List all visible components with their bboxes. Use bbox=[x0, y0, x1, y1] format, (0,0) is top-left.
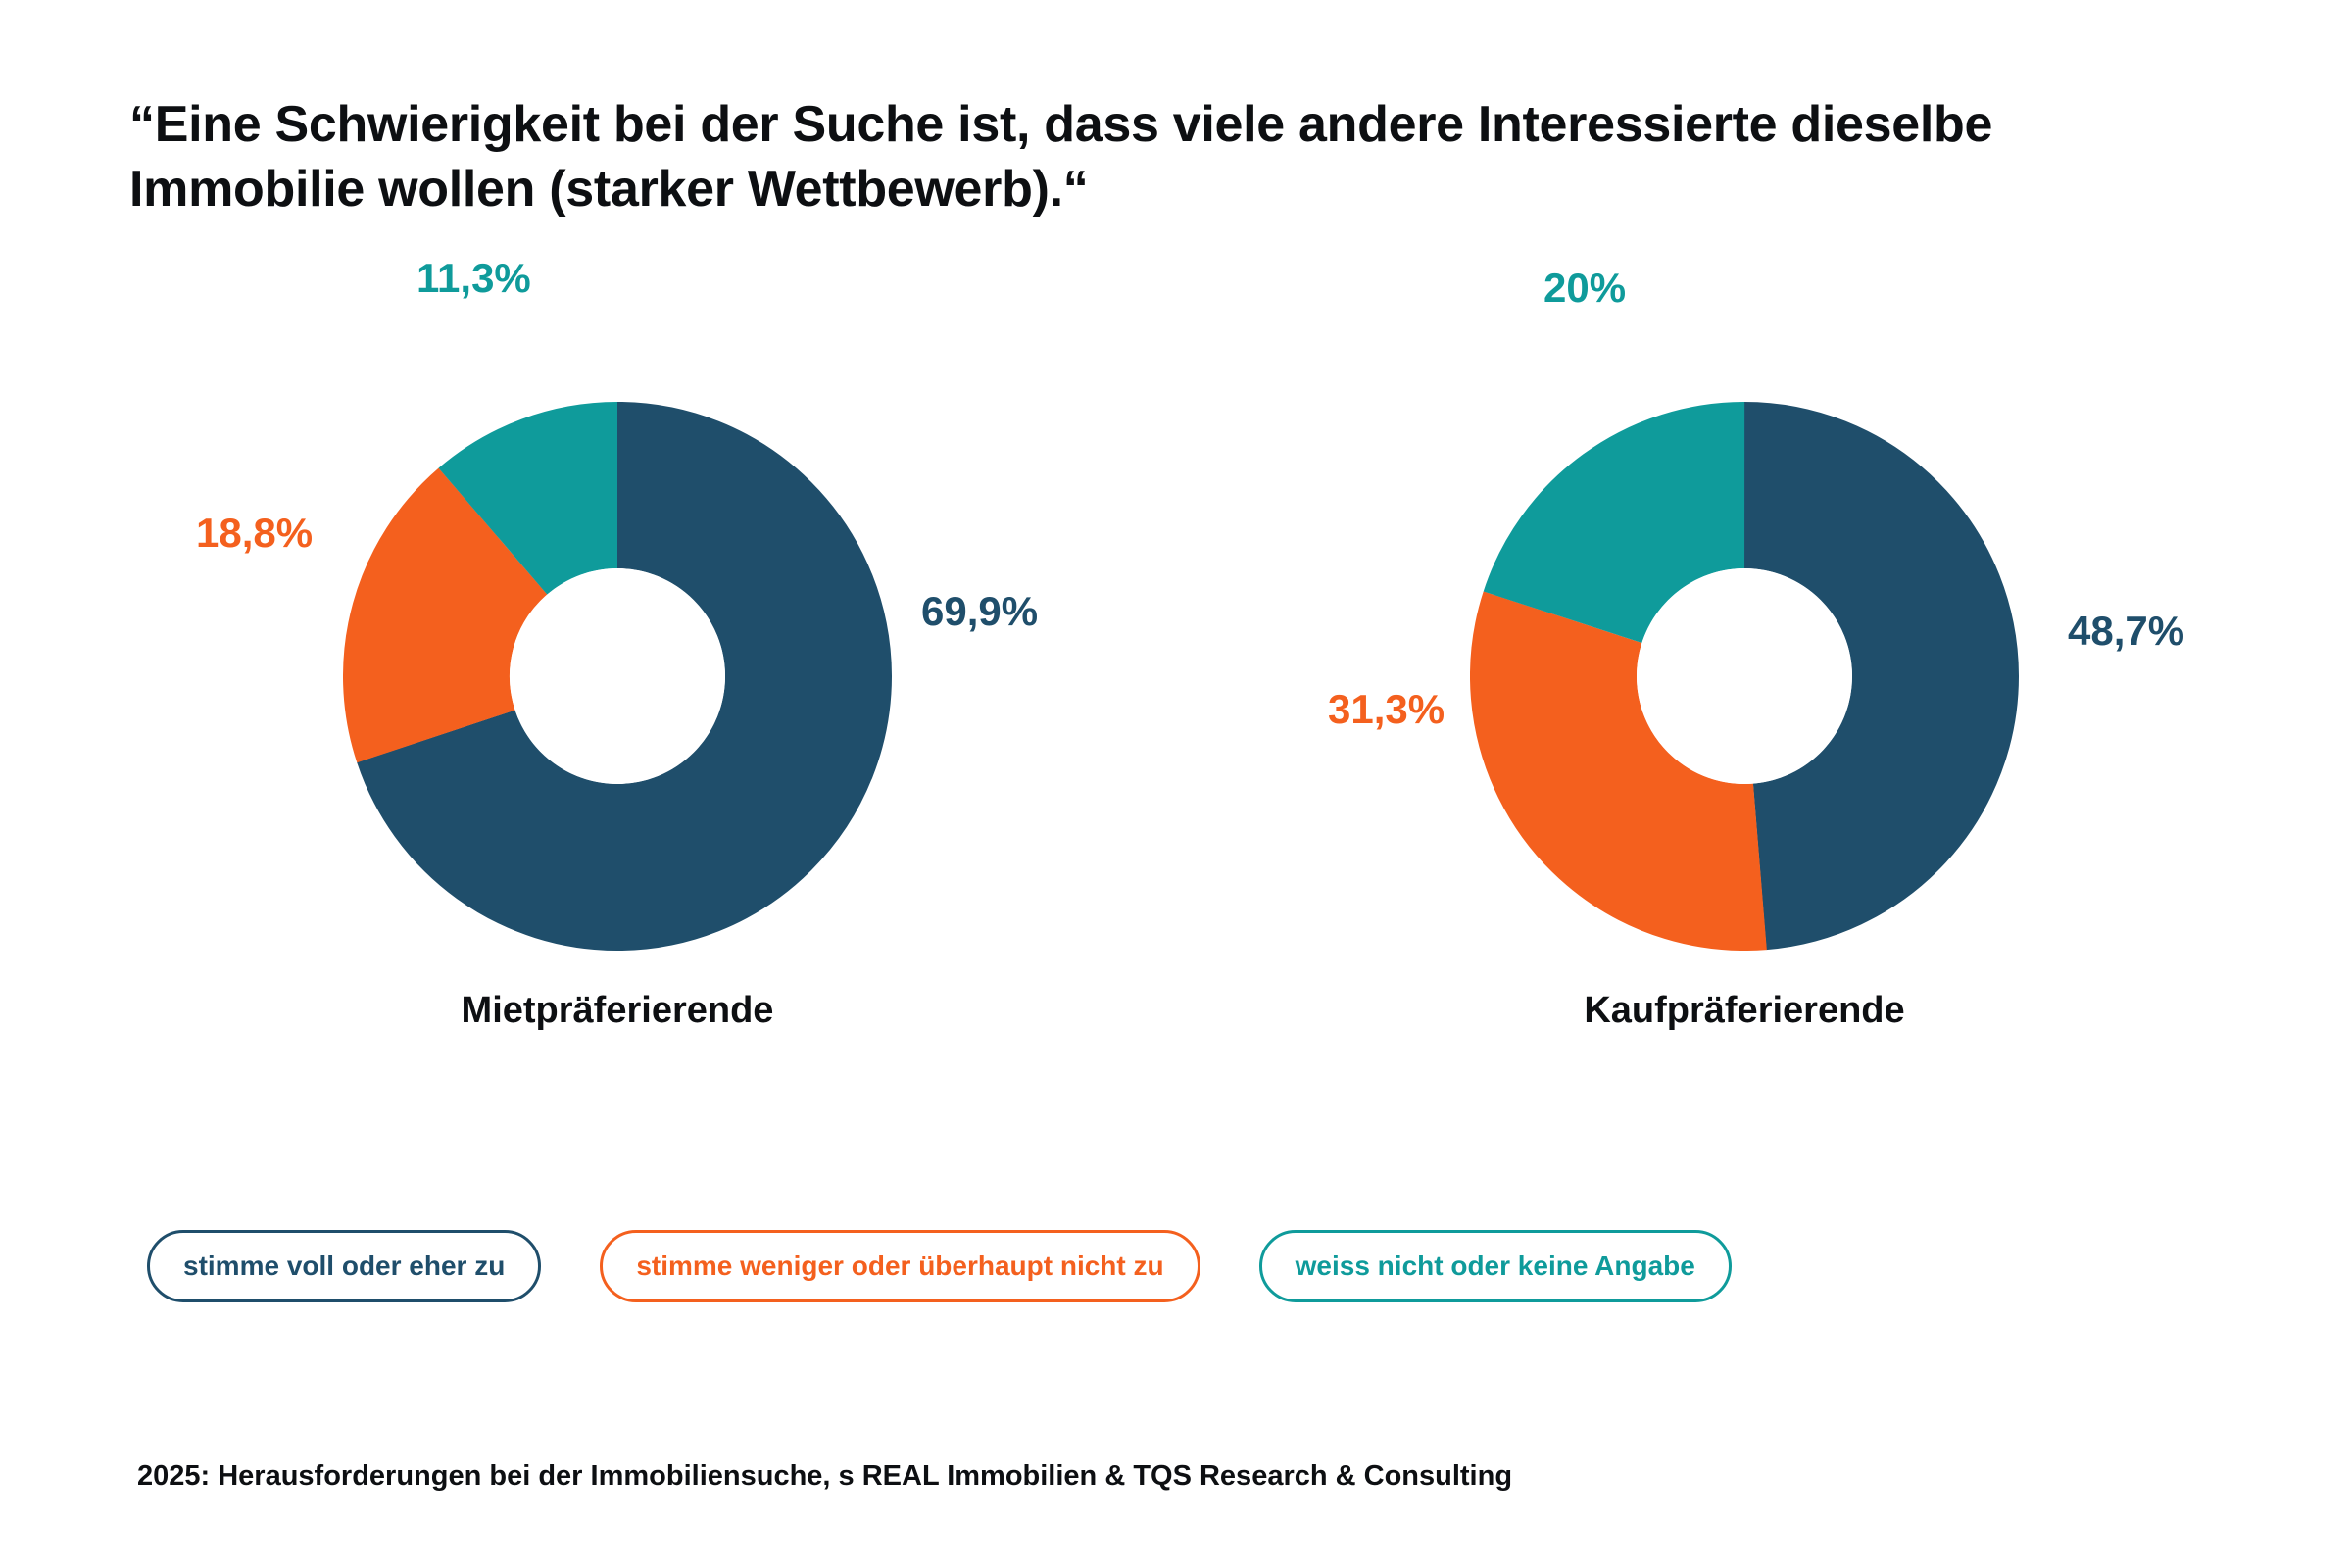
source-note: 2025: Herausforderungen bei der Immobiliensuche, s REAL Immobilien & TQS Research & Consulting bbox=[137, 1460, 1513, 1492]
donut-chart-mietpraeferierende bbox=[176, 255, 1058, 1117]
legend bbox=[147, 1230, 2254, 1302]
charts-container bbox=[0, 255, 2352, 1117]
donut-left-value-blue: 69,9% bbox=[921, 588, 1039, 634]
donut-right-hole bbox=[1637, 568, 1852, 784]
donut-left-value-teal: 11,3% bbox=[416, 255, 531, 301]
donut-right-value-teal: 20% bbox=[1544, 265, 1627, 311]
donut-right-graphic bbox=[1470, 402, 2019, 951]
page-title: “Eine Schwierigkeit bei der Suche ist, dass viele andere Interessierte dieselbe Immobilie wollen (starker Wettbewerb).“ bbox=[129, 96, 1993, 218]
donut-right-value-blue: 48,7% bbox=[2068, 608, 2185, 654]
donut-left-label: Mietpräferierende bbox=[461, 990, 774, 1031]
legend-item-disagree: stimme weniger oder überhaupt nicht zu bbox=[600, 1230, 1200, 1302]
donut-chart-kaufpraeferierende bbox=[1303, 265, 2185, 1117]
donut-left-graphic bbox=[343, 402, 892, 951]
donut-right-value-orange: 31,3% bbox=[1328, 686, 1446, 732]
donut-left-hole bbox=[510, 568, 725, 784]
legend-item-agree: stimme voll oder eher zu bbox=[147, 1230, 541, 1302]
donut-left-value-orange: 18,8% bbox=[196, 510, 314, 556]
legend-item-dontknow: weiss nicht oder keine Angabe bbox=[1259, 1230, 1732, 1302]
donut-right-label: Kaufpräferierende bbox=[1584, 990, 1905, 1031]
